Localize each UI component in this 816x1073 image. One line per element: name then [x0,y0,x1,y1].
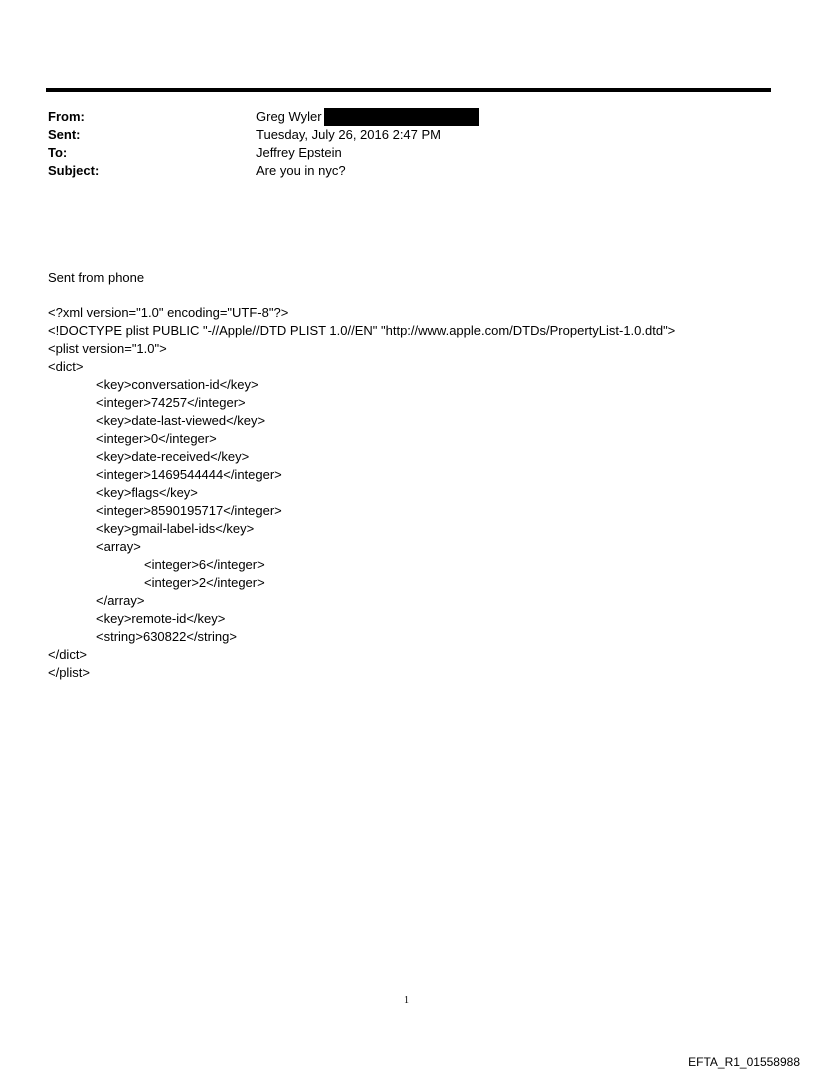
subject-row [48,162,748,180]
xml-line: <string>630822</string> [96,629,237,644]
sent-label: Sent: [48,127,81,142]
redaction-block [324,108,479,126]
subject-label: Subject: [48,163,100,178]
to-value: Jeffrey Epstein [256,145,342,160]
xml-line: <integer>1469544444</integer> [96,467,282,482]
page-number: 1 [404,995,409,1006]
xml-line: <key>date-last-viewed</key> [96,413,266,428]
header-rule [46,88,771,92]
xml-line: <array> [96,539,141,554]
signature-line: Sent from phone [48,270,145,285]
xml-line: </plist> [48,665,90,680]
to-row [48,144,748,162]
xml-line: <!DOCTYPE plist PUBLIC "-//Apple//DTD PLIST 1.0//EN" "http://www.apple.com/DTDs/PropertyList-1.0.dtd"> [48,323,676,338]
xml-line: </dict> [48,647,88,662]
xml-line: <key>conversation-id</key> [96,377,259,392]
xml-line: <dict> [48,359,84,374]
subject-value: Are you in nyc? [256,163,346,178]
xml-line: <plist version="1.0"> [48,341,167,356]
xml-line: <integer>8590195717</integer> [96,503,282,518]
xml-line: <integer>6</integer> [144,557,265,572]
xml-line: <integer>2</integer> [144,575,265,590]
xml-line: <key>gmail-label-ids</key> [96,521,255,536]
from-value [256,108,479,126]
xml-line: <key>date-received</key> [96,449,250,464]
sent-row [48,126,748,144]
xml-line: <key>remote-id</key> [96,611,226,626]
xml-line: <key>flags</key> [96,485,198,500]
sent-value: Tuesday, July 26, 2016 2:47 PM [256,127,441,142]
xml-line: <integer>0</integer> [96,431,217,446]
xml-line: <?xml version="1.0" encoding="UTF-8"?> [48,305,289,320]
bates-number: EFTA_R1_01558988 [688,1055,800,1069]
xml-line: <integer>74257</integer> [96,395,246,410]
to-label: To: [48,145,68,160]
xml-line: </array> [96,593,145,608]
from-label: From: [48,109,85,124]
from-row [48,108,748,126]
from-name: Greg Wyler [256,109,322,124]
